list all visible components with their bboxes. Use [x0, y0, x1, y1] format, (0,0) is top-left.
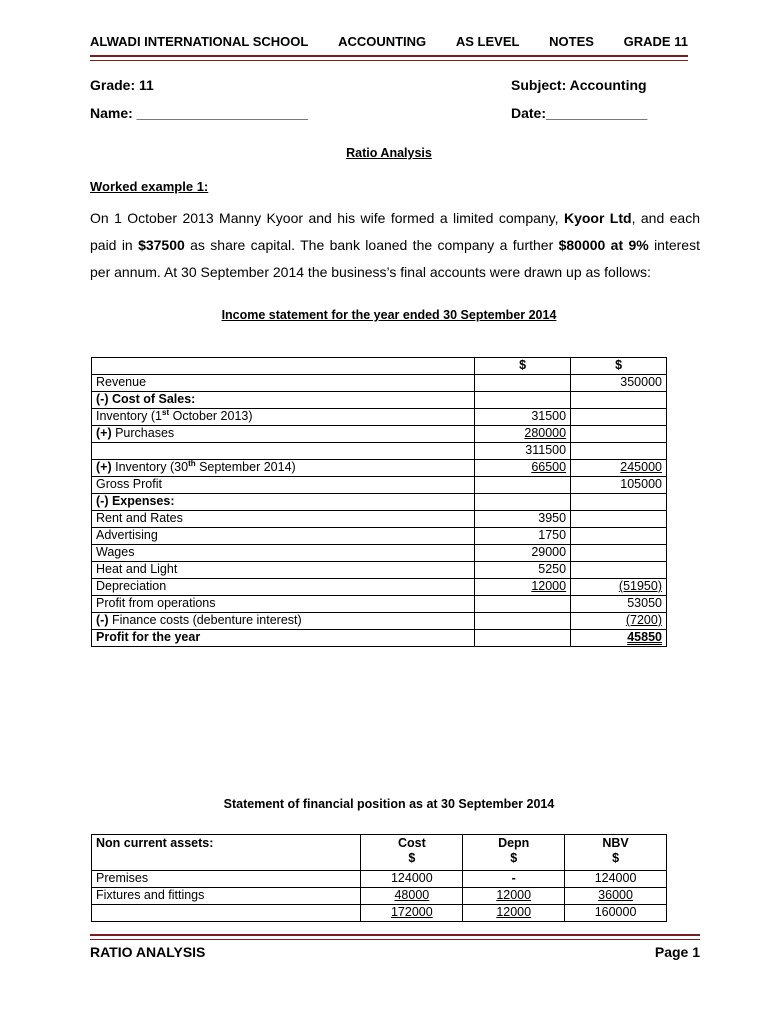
subject-label: Subject: Accounting — [511, 77, 647, 93]
label-sup: st — [162, 407, 170, 417]
label-sign: (-) — [96, 613, 109, 627]
value-text: 12000 — [496, 888, 532, 902]
row-label: Depreciation — [92, 579, 475, 596]
value-text: 245000 — [620, 460, 662, 474]
row-value: - — [463, 871, 565, 888]
table-row — [92, 905, 667, 922]
col-title: NBV — [602, 836, 629, 850]
label-text: Inventory (1 — [96, 409, 163, 423]
row-label: Profit from operations — [92, 596, 475, 613]
table-row — [92, 443, 667, 460]
example-heading: Worked example 1: — [90, 179, 209, 194]
row-value — [571, 613, 667, 630]
para-loan: $80000 at 9% — [558, 237, 649, 253]
page-title: Ratio Analysis — [346, 146, 432, 160]
header-subject: ACCOUNTING — [338, 34, 427, 49]
row-label: Gross Profit — [92, 477, 475, 494]
table-row — [92, 511, 667, 528]
income-statement-table — [91, 357, 667, 647]
row-value: 53050 — [571, 596, 667, 613]
label-sign: (+) — [96, 426, 112, 440]
table-row — [92, 494, 667, 511]
value-text: 172000 — [390, 905, 433, 919]
row-label: Premises — [92, 871, 361, 888]
row-value — [571, 460, 667, 477]
row-label — [92, 409, 475, 426]
sofp-head-depn — [463, 835, 565, 871]
label-text: Finance costs (debenture interest) — [108, 613, 302, 627]
table-row — [92, 562, 667, 579]
income-statement-title: Income statement for the year ended 30 September 2014 — [221, 308, 557, 322]
page-header — [90, 34, 688, 49]
footer-title: RATIO ANALYSIS — [90, 944, 206, 960]
row-label: (-) Cost of Sales: — [92, 392, 475, 409]
sofp-table — [91, 834, 667, 922]
value-text: (7200) — [625, 613, 662, 627]
table-row — [92, 630, 667, 647]
table-row — [92, 596, 667, 613]
sofp-head-nbv — [565, 835, 667, 871]
grade-label: Grade: 11 — [90, 77, 154, 93]
row-label: Advertising — [92, 528, 475, 545]
row-value — [361, 905, 463, 922]
row-label: Fixtures and fittings — [92, 888, 361, 905]
sofp-title: Statement of financial position as at 30 September 2014 — [223, 797, 555, 811]
value-text: 45850 — [627, 630, 662, 644]
row-value — [475, 460, 571, 477]
para-text-1: On 1 October 2013 Manny Kyoor and his wife formed a limited company, — [90, 210, 564, 226]
sofp-head-label: Non current assets: — [92, 835, 361, 871]
col-title: Cost — [397, 836, 426, 850]
col-currency: $ — [408, 851, 416, 865]
row-value: 160000 — [565, 905, 667, 922]
row-value: 5250 — [475, 562, 571, 579]
label-text: October 2013) — [169, 409, 253, 423]
table-row — [92, 460, 667, 477]
table-row — [92, 358, 667, 375]
table-row — [92, 579, 667, 596]
para-text-4: interest per annum. At 30 September 2014 the business’s final accounts were drawn up as follows: — [90, 237, 700, 280]
label-text: Inventory (30 — [111, 460, 189, 474]
table-row — [92, 426, 667, 443]
row-value: 31500 — [475, 409, 571, 426]
row-value: 105000 — [571, 477, 667, 494]
row-value: 350000 — [571, 375, 667, 392]
table-row — [92, 613, 667, 630]
value-text: 48000 — [394, 888, 430, 902]
label-text: Purchases — [111, 426, 175, 440]
row-value — [463, 905, 565, 922]
table-row — [92, 545, 667, 562]
table-row — [92, 375, 667, 392]
row-value: 124000 — [361, 871, 463, 888]
table-row — [92, 392, 667, 409]
row-value — [571, 579, 667, 596]
header-school: ALWADI INTERNATIONAL SCHOOL — [90, 34, 309, 49]
table-row — [92, 871, 667, 888]
row-label: Heat and Light — [92, 562, 475, 579]
row-label: Wages — [92, 545, 475, 562]
sofp-head-cost — [361, 835, 463, 871]
table-row — [92, 528, 667, 545]
page-footer — [90, 944, 700, 960]
para-company: Kyoor Ltd — [563, 210, 632, 226]
row-value: 1750 — [475, 528, 571, 545]
value-text: 66500 — [531, 460, 567, 474]
row-value — [571, 630, 667, 647]
row-value: 124000 — [565, 871, 667, 888]
date-field: Date:_____________ — [511, 105, 648, 121]
row-label: (-) Expenses: — [92, 494, 475, 511]
footer-rule — [90, 934, 700, 940]
row-label — [92, 460, 475, 477]
row-label: Profit for the year — [92, 630, 475, 647]
row-label — [92, 613, 475, 630]
row-value — [361, 888, 463, 905]
row-value: 29000 — [475, 545, 571, 562]
value-text: 12000 — [496, 905, 532, 919]
label-sup: th — [188, 458, 196, 468]
table-row — [92, 409, 667, 426]
name-field: Name: ______________________ — [90, 105, 308, 121]
label-sign: (+) — [96, 460, 112, 474]
row-value: 311500 — [475, 443, 571, 460]
header-grade: GRADE 11 — [623, 34, 688, 49]
para-capital: $37500 — [138, 237, 185, 253]
para-text-3: as share capital. The bank loaned the company a further — [184, 237, 559, 253]
para-text-2: , and each paid in — [90, 210, 701, 253]
row-value — [475, 426, 571, 443]
table-row — [92, 835, 667, 871]
label-text: September 2014) — [195, 460, 296, 474]
row-label: Revenue — [92, 375, 475, 392]
row-label — [92, 426, 475, 443]
value-text: (51950) — [618, 579, 662, 593]
col-currency: $ — [612, 851, 620, 865]
intro-paragraph — [90, 205, 700, 286]
page-number: Page 1 — [654, 944, 700, 960]
col-header-1: $ — [475, 358, 571, 375]
row-value — [463, 888, 565, 905]
row-value — [475, 579, 571, 596]
row-value — [565, 888, 667, 905]
header-type: NOTES — [549, 34, 594, 49]
row-label: Rent and Rates — [92, 511, 475, 528]
col-title: Depn — [498, 836, 530, 850]
value-text: 12000 — [531, 579, 567, 593]
header-level: AS LEVEL — [455, 34, 520, 49]
table-row — [92, 888, 667, 905]
col-currency: $ — [510, 851, 518, 865]
header-rule — [90, 55, 688, 61]
value-text: 280000 — [524, 426, 567, 440]
value-text: 36000 — [598, 888, 633, 902]
row-value: 3950 — [475, 511, 571, 528]
col-header-2: $ — [571, 358, 667, 375]
table-row — [92, 477, 667, 494]
